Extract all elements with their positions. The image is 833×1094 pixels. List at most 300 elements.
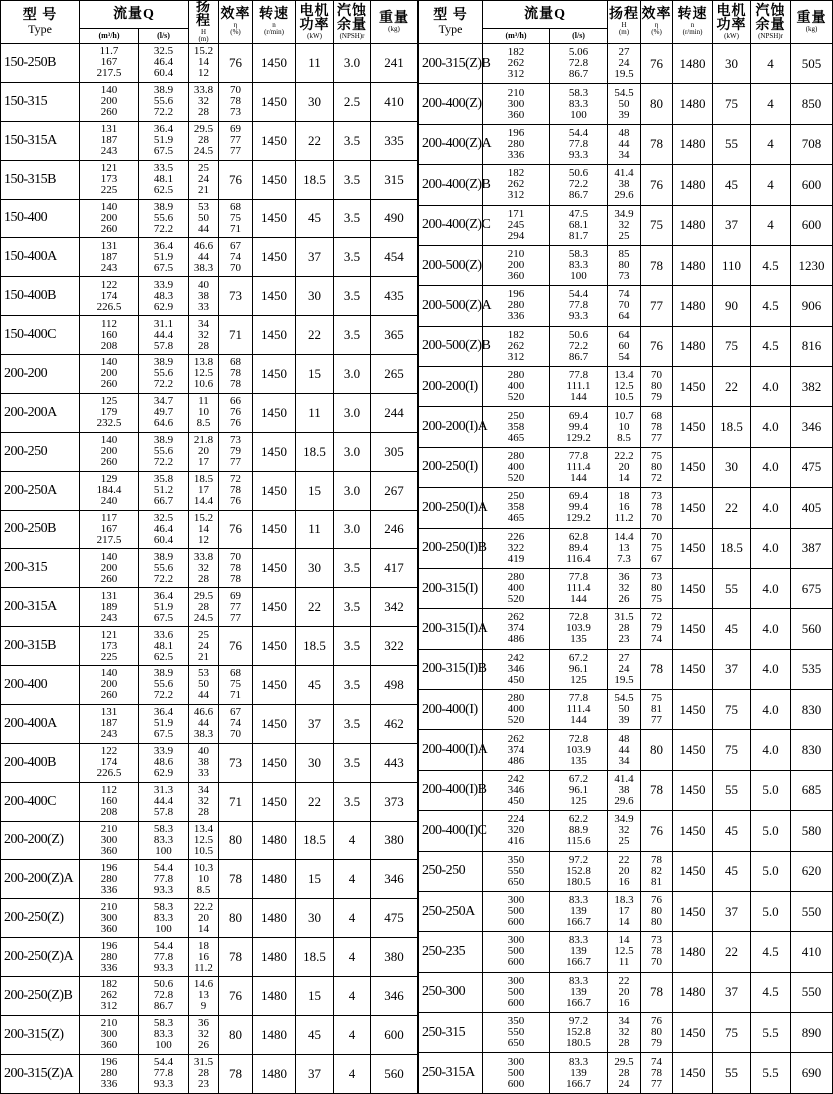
flow-ls-cell-value: 152.8: [566, 1026, 591, 1039]
model-cell: 200-250(I)B: [419, 528, 483, 568]
table-row: [419, 447, 833, 487]
weight-cell: 380: [371, 821, 418, 860]
model-cell: 200-400: [1, 666, 80, 705]
npsh-cell: 4: [334, 821, 371, 860]
model-cell: 200-200(I)A: [419, 407, 483, 447]
head-cell-value: 40: [198, 745, 210, 758]
efficiency-cell-value: 73: [230, 434, 242, 447]
flow-ls-cell-value: 111.4: [566, 582, 591, 595]
head-cell-value: 13.8: [193, 356, 214, 369]
head-cell-value: 50: [198, 678, 210, 691]
efficiency-cell-value: 74: [230, 717, 242, 730]
weight-cell: 830: [791, 730, 833, 770]
speed-cell: 1480: [673, 165, 713, 205]
table-row: [1, 782, 418, 821]
flow-ls-cell: [550, 1053, 608, 1094]
head-cell-value: 44: [198, 717, 210, 730]
flow-ls-cell-value: 180.5: [566, 1037, 591, 1050]
table-row: [1, 666, 418, 705]
flow-ls-cell: [139, 1015, 189, 1054]
efficiency-cell: [219, 549, 253, 588]
flow-m3h-cell-value: 243: [100, 261, 118, 274]
efficiency-cell: [219, 121, 253, 160]
table-row: [1, 627, 418, 666]
model-cell: 200-250(Z)B: [1, 977, 80, 1016]
power-cell: 30: [296, 82, 334, 121]
head-cell-value: 28: [198, 339, 210, 352]
efficiency-cell: 76: [219, 44, 253, 83]
flow-ls-cell-value: 38.9: [153, 434, 174, 447]
head-cell-value: 12.5: [614, 945, 634, 958]
weight-cell: 550: [791, 972, 833, 1012]
flow-m3h-cell-value: 465: [507, 431, 525, 444]
npsh-cell: 4.0: [751, 609, 791, 649]
flow-m3h-cell-value: 112: [100, 784, 118, 797]
npsh-cell: 3.5: [334, 277, 371, 316]
model-cell: 200-400A: [1, 704, 80, 743]
flow-ls-cell-value: 83.3: [568, 934, 589, 947]
flow-m3h-cell: [483, 84, 550, 124]
efficiency-cell: 76: [641, 326, 673, 366]
efficiency-cell-value: 79: [651, 622, 663, 635]
speed-cell: 1450: [253, 588, 296, 627]
weight-cell: 462: [371, 704, 418, 743]
head-cell: [608, 568, 641, 608]
speed-cell: 1480: [253, 821, 296, 860]
flow-ls-cell: [550, 205, 608, 245]
model-cell: 200-315(Z)B: [419, 44, 483, 84]
flow-ls-cell: [550, 770, 608, 810]
npsh-cell: 5.0: [751, 811, 791, 851]
power-cell: 15: [296, 355, 334, 394]
flow-ls-cell-value: 86.7: [568, 189, 589, 202]
flow-ls-cell: [550, 165, 608, 205]
header-head: 扬程 H (m): [608, 1, 641, 44]
flow-ls-cell: [550, 851, 608, 891]
power-cell: 37: [713, 891, 751, 931]
power-cell: 15: [296, 471, 334, 510]
head-cell: [189, 704, 219, 743]
efficiency-cell-value: 78: [651, 420, 663, 433]
flow-m3h-cell-value: 208: [100, 339, 118, 352]
weight-cell: 600: [791, 165, 833, 205]
flow-m3h-cell-value: 336: [100, 883, 118, 896]
head-cell-value: 28: [198, 1067, 210, 1080]
model-cell: 200-315(I)B: [419, 649, 483, 689]
head-cell-value: 21: [198, 650, 210, 663]
flow-ls-cell-value: 38.9: [153, 356, 174, 369]
speed-cell: 1450: [253, 471, 296, 510]
head-cell-value: 53: [198, 200, 210, 213]
efficiency-cell: 76: [219, 160, 253, 199]
flow-ls-cell-value: 111.4: [566, 703, 591, 716]
flow-ls-cell-value: 51.9: [153, 134, 174, 147]
flow-m3h-cell: [80, 199, 139, 238]
table-row: [1, 977, 418, 1016]
flow-ls-cell: [550, 447, 608, 487]
head-cell-value: 13: [618, 541, 630, 554]
flow-m3h-cell-value: 500: [507, 905, 525, 918]
speed-cell: 1450: [673, 811, 713, 851]
npsh-cell: 5.5: [751, 1053, 791, 1094]
flow-ls-cell-value: 38.9: [153, 84, 174, 97]
head-cell-value: 48: [618, 732, 630, 745]
power-cell: 45: [713, 609, 751, 649]
head-cell-value: 54: [618, 350, 630, 363]
table-row: [419, 124, 833, 164]
efficiency-cell-value: 77: [651, 1077, 663, 1090]
efficiency-cell-value: 78: [230, 378, 242, 391]
flow-ls-cell-value: 51.9: [153, 250, 174, 263]
power-cell: 45: [296, 666, 334, 705]
table-row: [1, 432, 418, 471]
header-head: 扬程 H (m): [189, 1, 219, 44]
flow-ls-cell-value: 55.6: [153, 211, 174, 224]
flow-m3h-cell-value: 217.5: [96, 67, 122, 80]
header-power: 电机功率 (kW): [296, 1, 334, 44]
speed-cell: 1450: [253, 510, 296, 549]
table-row: [419, 326, 833, 366]
model-cell: 200-250(Z): [1, 899, 80, 938]
flow-m3h-cell-value: 416: [507, 835, 525, 848]
flow-ls-cell: [139, 821, 189, 860]
efficiency-cell-value: 70: [651, 369, 663, 382]
head-cell-value: 12.5: [193, 833, 214, 846]
head-cell: [608, 891, 641, 931]
flow-m3h-cell-value: 226: [507, 530, 525, 543]
efficiency-cell-value: 75: [230, 678, 242, 691]
flow-ls-cell: [139, 471, 189, 510]
flow-ls-cell-value: 72.2: [153, 222, 174, 235]
head-cell: [189, 160, 219, 199]
flow-ls-cell-value: 72.8: [568, 57, 589, 70]
flow-ls-cell-value: 67.2: [568, 772, 589, 785]
flow-ls-cell-value: 62.9: [153, 767, 174, 780]
head-cell-value: 29.6: [614, 189, 634, 202]
header-weight: 重量 (kg): [791, 1, 833, 44]
head-cell: [608, 44, 641, 84]
head-cell: [189, 432, 219, 471]
head-cell-value: 70: [618, 299, 630, 312]
efficiency-cell: 71: [219, 782, 253, 821]
efficiency-cell: [219, 588, 253, 627]
speed-cell: 1480: [673, 245, 713, 285]
model-cell: 150-250B: [1, 44, 80, 83]
flow-m3h-cell-value: 500: [507, 985, 525, 998]
npsh-cell: 3.5: [334, 121, 371, 160]
flow-ls-cell-value: 58.3: [153, 1017, 174, 1030]
flow-m3h-cell-value: 262: [100, 989, 118, 1002]
flow-m3h-cell: [483, 205, 550, 245]
flow-ls-cell-value: 60.4: [153, 67, 174, 80]
flow-ls-cell-value: 111.1: [566, 380, 591, 393]
head-cell-value: 44: [618, 743, 630, 756]
head-cell-value: 40: [198, 278, 210, 291]
table-row: [419, 972, 833, 1012]
flow-m3h-cell: [80, 588, 139, 627]
efficiency-cell-value: 76: [230, 495, 242, 508]
efficiency-cell: [219, 432, 253, 471]
head-cell: [189, 471, 219, 510]
flow-m3h-cell-value: 260: [100, 689, 118, 702]
weight-cell: 346: [371, 860, 418, 899]
flow-ls-cell-value: 31.3: [153, 784, 174, 797]
speed-cell: 1450: [253, 199, 296, 238]
head-cell-value: 28: [198, 106, 210, 119]
flow-ls-cell-value: 33.9: [153, 745, 174, 758]
head-cell-value: 29.6: [614, 794, 634, 807]
npsh-cell: 4.0: [751, 649, 791, 689]
table-row: [1, 121, 418, 160]
npsh-cell: 4: [334, 1015, 371, 1054]
efficiency-cell: 80: [641, 84, 673, 124]
head-cell-value: 60: [618, 339, 630, 352]
flow-ls-cell-value: 93.3: [153, 883, 174, 896]
weight-cell: 315: [371, 160, 418, 199]
table-row: [419, 1053, 833, 1094]
head-cell-value: 36: [198, 1017, 210, 1030]
flow-ls-cell-value: 100: [570, 270, 587, 283]
efficiency-cell: 76: [219, 977, 253, 1016]
npsh-cell: 3.5: [334, 588, 371, 627]
flow-m3h-cell-value: 280: [507, 369, 525, 382]
flow-m3h-cell-value: 196: [507, 288, 525, 301]
model-cell: 200-400(I): [419, 690, 483, 730]
flow-m3h-cell-value: 117: [100, 511, 118, 524]
head-cell-value: 38: [618, 178, 630, 191]
flow-m3h-cell-value: 167: [100, 522, 118, 535]
head-cell-value: 54.5: [614, 86, 634, 99]
model-cell: 200-315(Z): [1, 1015, 80, 1054]
head-cell-value: 14.4: [614, 530, 634, 543]
flow-m3h-cell-value: 112: [100, 317, 118, 330]
flow-ls-cell-value: 67.5: [153, 611, 174, 624]
flow-ls-cell: [139, 704, 189, 743]
flow-ls-cell-value: 139: [570, 905, 587, 918]
speed-cell: 1450: [673, 609, 713, 649]
head-cell-value: 32: [198, 795, 210, 808]
npsh-cell: 3.5: [334, 238, 371, 277]
flow-m3h-cell-value: 300: [507, 974, 525, 987]
model-cell: 200-250A: [1, 471, 80, 510]
model-cell: 200-250: [1, 432, 80, 471]
head-cell: [189, 44, 219, 83]
head-cell-value: 28: [618, 622, 630, 635]
flow-ls-cell-value: 72.2: [568, 178, 589, 191]
flow-m3h-cell: [483, 568, 550, 608]
flow-m3h-cell-value: 160: [100, 795, 118, 808]
head-cell-value: 13.4: [614, 369, 634, 382]
flow-m3h-cell-value: 300: [507, 894, 525, 907]
power-cell: 45: [713, 165, 751, 205]
weight-cell: 1230: [791, 245, 833, 285]
speed-cell: 1450: [673, 568, 713, 608]
flow-m3h-cell-value: 217.5: [96, 533, 122, 546]
npsh-cell: 4.0: [751, 730, 791, 770]
model-cell: 200-200(Z): [1, 821, 80, 860]
model-cell: 250-235: [419, 932, 483, 972]
flow-m3h-cell-value: 182: [507, 46, 525, 59]
head-cell-value: 24: [618, 57, 630, 70]
flow-ls-cell-value: 58.3: [153, 900, 174, 913]
table-row: [1, 510, 418, 549]
flow-m3h-cell-value: 196: [507, 126, 525, 139]
header-speed: 转速 n (r/min): [253, 1, 296, 44]
speed-cell: 1450: [253, 432, 296, 471]
flow-ls-cell: [550, 811, 608, 851]
flow-m3h-cell-value: 187: [100, 134, 118, 147]
flow-ls-cell-value: 100: [155, 844, 172, 857]
model-cell: 200-400(Z)A: [419, 124, 483, 164]
head-cell-value: 32: [198, 561, 210, 574]
efficiency-cell: [219, 238, 253, 277]
weight-cell: 346: [371, 977, 418, 1016]
efficiency-cell: 71: [219, 316, 253, 355]
head-cell-value: 12.5: [193, 367, 214, 380]
head-cell-value: 36: [618, 571, 630, 584]
flow-m3h-cell-value: 184.4: [96, 484, 122, 497]
speed-cell: 1450: [673, 851, 713, 891]
head-cell-value: 38: [198, 756, 210, 769]
flow-m3h-cell: [483, 851, 550, 891]
flow-ls-cell: [139, 860, 189, 899]
flow-ls-cell: [550, 649, 608, 689]
power-cell: 18.5: [713, 407, 751, 447]
head-cell: [608, 326, 641, 366]
flow-ls-cell-value: 139: [570, 985, 587, 998]
efficiency-cell-value: 78: [230, 572, 242, 585]
header-efficiency: 效率 η (%): [219, 1, 253, 44]
table-row: [419, 367, 833, 407]
efficiency-cell: 78: [641, 972, 673, 1012]
flow-ls-cell: [550, 124, 608, 164]
flow-ls-cell-value: 36.4: [153, 706, 174, 719]
flow-ls-cell: [139, 82, 189, 121]
head-cell-value: 41.4: [614, 772, 634, 785]
flow-ls-cell: [139, 121, 189, 160]
npsh-cell: 4.5: [751, 932, 791, 972]
head-cell-value: 20: [618, 985, 630, 998]
flow-ls-cell: [139, 355, 189, 394]
head-cell: [189, 899, 219, 938]
efficiency-cell-value: 78: [230, 367, 242, 380]
power-cell: 18.5: [296, 627, 334, 666]
power-cell: 15: [296, 977, 334, 1016]
flow-ls-cell-value: 44.4: [153, 795, 174, 808]
table-row: [1, 355, 418, 394]
head-cell-value: 14.6: [193, 978, 214, 991]
flow-m3h-cell-value: 122: [100, 745, 118, 758]
efficiency-cell-value: 80: [651, 582, 663, 595]
weight-cell: 550: [791, 891, 833, 931]
flow-ls-cell-value: 72.2: [153, 689, 174, 702]
flow-m3h-cell-value: 129: [100, 473, 118, 486]
power-cell: 30: [296, 743, 334, 782]
efficiency-cell: 78: [219, 938, 253, 977]
weight-cell: 475: [371, 899, 418, 938]
flow-m3h-cell-value: 350: [507, 1015, 525, 1028]
head-cell-value: 8.5: [196, 417, 211, 430]
efficiency-cell-value: 79: [230, 445, 242, 458]
spec-table-right: [418, 0, 833, 1094]
npsh-cell: 5.0: [751, 770, 791, 810]
npsh-cell: 3.5: [334, 627, 371, 666]
flow-m3h-cell-value: 650: [507, 1037, 525, 1050]
flow-m3h-cell-value: 232.5: [96, 417, 122, 430]
model-cell: 150-400A: [1, 238, 80, 277]
flow-ls-cell-value: 54.4: [153, 1056, 174, 1069]
flow-ls-cell-value: 81.7: [568, 229, 589, 242]
header-npsh: 汽蚀余量 (NPSH)r: [334, 1, 371, 44]
speed-cell: 1450: [673, 690, 713, 730]
power-cell: 18.5: [713, 528, 751, 568]
efficiency-cell: [641, 690, 673, 730]
table-row: [419, 932, 833, 972]
head-cell-value: 28: [198, 134, 210, 147]
flow-m3h-cell: [80, 860, 139, 899]
flow-ls-cell-value: 129.2: [566, 512, 591, 525]
flow-m3h-cell-value: 243: [100, 728, 118, 741]
flow-m3h-cell: [80, 471, 139, 510]
flow-m3h-cell-value: 187: [100, 250, 118, 263]
flow-ls-cell-value: 54.4: [568, 126, 589, 139]
head-cell-value: 34.9: [614, 207, 634, 220]
flow-m3h-cell: [483, 1013, 550, 1053]
flow-ls-cell-value: 96.1: [568, 783, 589, 796]
flow-ls-cell-value: 77.8: [568, 449, 589, 462]
flow-m3h-cell: [483, 770, 550, 810]
flow-ls-cell-value: 58.3: [568, 248, 589, 261]
flow-m3h-cell-value: 320: [507, 824, 525, 837]
npsh-cell: 5.0: [751, 851, 791, 891]
header-power: 电机功率 (kW): [713, 1, 751, 44]
head-cell-value: 15.2: [193, 511, 214, 524]
head-cell-value: 31.5: [193, 1056, 214, 1069]
head-cell-value: 24: [618, 662, 630, 675]
flow-m3h-cell-value: 167: [100, 56, 118, 69]
efficiency-cell-value: 67: [230, 239, 242, 252]
flow-ls-cell-value: 72.8: [568, 732, 589, 745]
efficiency-cell-value: 79: [651, 391, 663, 404]
flow-ls-cell-value: 55.6: [153, 95, 174, 108]
model-cell: 200-250(I): [419, 447, 483, 487]
power-cell: 30: [713, 44, 751, 84]
head-cell: [608, 286, 641, 326]
table-row: [1, 316, 418, 355]
flow-ls-cell-value: 93.3: [153, 961, 174, 974]
flow-m3h-cell-value: 486: [507, 754, 525, 767]
head-cell: [608, 528, 641, 568]
flow-m3h-cell-value: 225: [100, 184, 118, 197]
head-cell-value: 32: [198, 328, 210, 341]
head-cell-value: 28: [618, 1066, 630, 1079]
flow-ls-cell: [550, 1013, 608, 1053]
efficiency-cell: 80: [219, 899, 253, 938]
efficiency-cell-value: 76: [651, 894, 663, 907]
flow-m3h-cell-value: 225: [100, 650, 118, 663]
flow-m3h-cell-value: 171: [507, 207, 525, 220]
head-cell-value: 17: [198, 484, 210, 497]
flow-m3h-cell: [80, 704, 139, 743]
flow-m3h-cell-value: 280: [100, 950, 118, 963]
power-cell: 55: [713, 770, 751, 810]
table-row: [419, 609, 833, 649]
flow-ls-cell: [550, 84, 608, 124]
head-cell-value: 44: [198, 222, 210, 235]
flow-m3h-cell-value: 300: [507, 934, 525, 947]
power-cell: 75: [713, 690, 751, 730]
flow-ls-cell-value: 34.7: [153, 395, 174, 408]
